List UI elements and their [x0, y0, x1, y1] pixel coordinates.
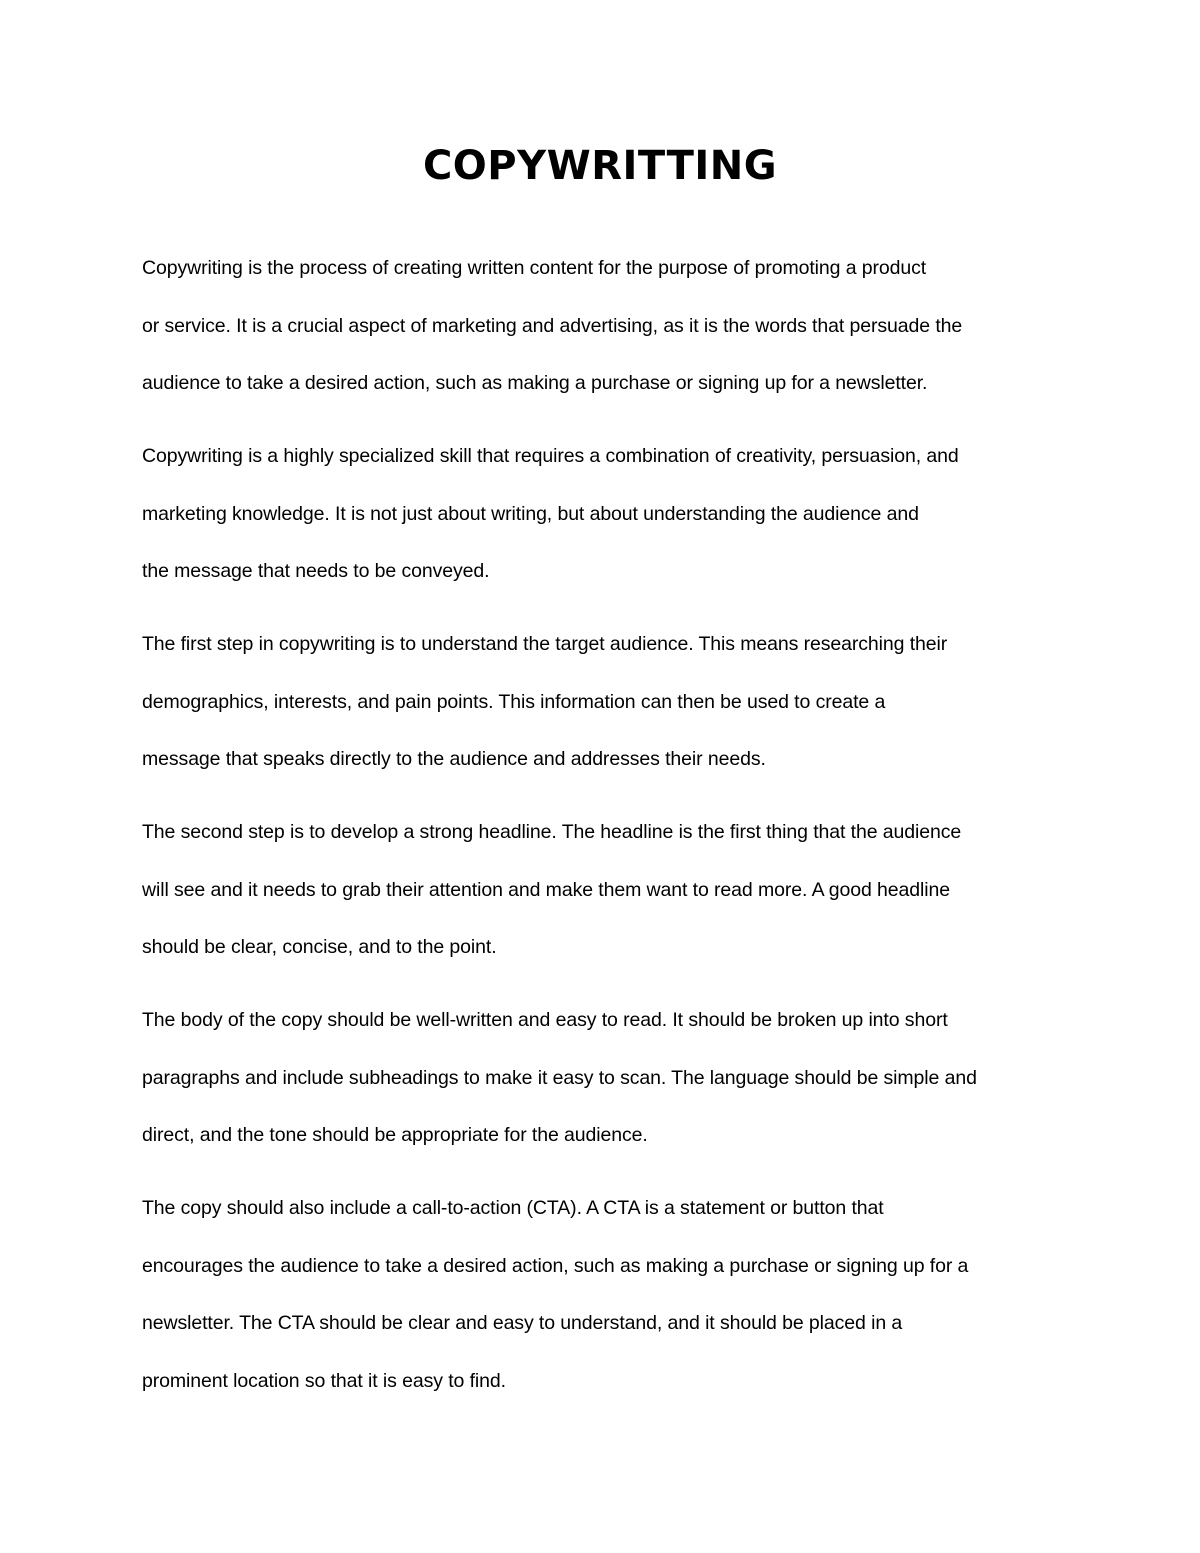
paragraph-line: The body of the copy should be well-written and easy to read. It should be broken up into short: [142, 1009, 948, 1031]
paragraph-line: The copy should also include a call-to-action (CTA). A CTA is a statement or button that: [142, 1197, 884, 1219]
paragraph-second-step: [142, 814, 1072, 987]
paragraph-line: The first step in copywriting is to understand the target audience. This means researching their: [142, 633, 948, 655]
paragraph-line: the message that needs to be conveyed.: [142, 560, 490, 583]
paragraph-definition: [142, 250, 1072, 423]
paragraph-line: or service. It is a crucial aspect of marketing and advertising, as it is the words that persuade the: [142, 314, 963, 337]
paragraph-line: will see and it needs to grab their attention and make them want to read more. A good headline: [142, 878, 950, 901]
paragraph-cta: [142, 1190, 1072, 1420]
paragraph-line: Copywriting is a highly specialized skill that requires a combination of creativity, persuasion, and: [142, 445, 959, 467]
paragraph-line: The second step is to develop a strong headline. The headline is the first thing that the audience: [142, 821, 962, 843]
paragraph-skill: [142, 438, 1072, 611]
paragraph-line: marketing knowledge. It is not just about writing, but about understanding the audience and: [142, 502, 919, 525]
paragraph-line: paragraphs and include subheadings to make it easy to scan. The language should be simple and: [142, 1066, 977, 1089]
paragraph-line: should be clear, concise, and to the point.: [142, 936, 497, 959]
paragraph-line: message that speaks directly to the audience and addresses their needs.: [142, 748, 766, 771]
paragraph-body-copy: [142, 1002, 1072, 1175]
paragraph-line: direct, and the tone should be appropriate for the audience.: [142, 1124, 648, 1147]
paragraph-line: demographics, interests, and pain points. This information can then be used to create a: [142, 690, 886, 713]
paragraph-line: newsletter. The CTA should be clear and easy to understand, and it should be placed in a: [142, 1312, 903, 1335]
paragraph-first-step: [142, 626, 1072, 799]
document-title: COPYWRITTING: [422, 143, 778, 189]
paragraph-line: audience to take a desired action, such as making a purchase or signing up for a newsletter.: [142, 372, 928, 395]
paragraph-line: Copywriting is the process of creating written content for the purpose of promoting a product: [142, 257, 927, 279]
paragraph-line: encourages the audience to take a desired action, such as making a purchase or signing up for a: [142, 1254, 969, 1277]
paragraph-line: prominent location so that it is easy to find.: [142, 1369, 506, 1392]
